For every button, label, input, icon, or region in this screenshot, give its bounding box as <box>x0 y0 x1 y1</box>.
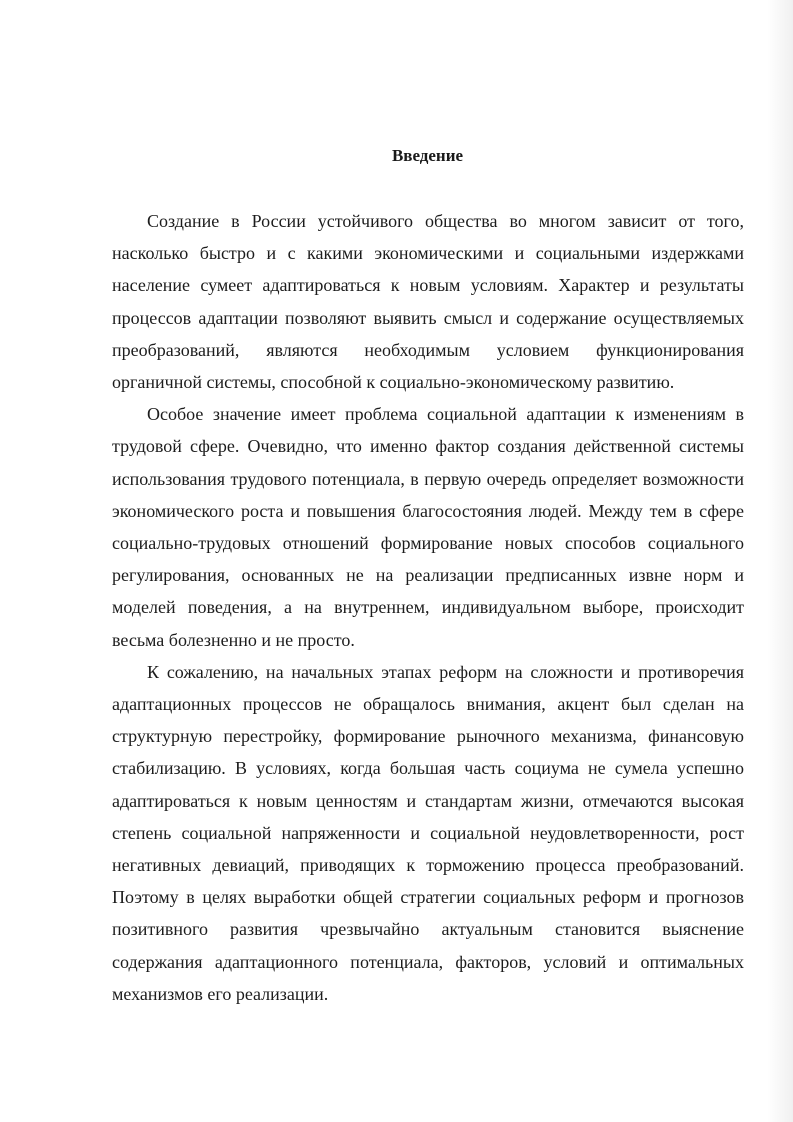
scan-shadow-edge <box>767 0 793 1122</box>
page-title: Введение <box>391 146 464 165</box>
paragraph-1: Создание в России устойчивого общества во многом зависит от того, насколько быстро и с какими экономическими и социальными издержками население сумеет адаптироваться к новым условиям. Характер и результаты процессов адаптации позволяют выявить смысл и содержание осуществляемых преобразований, являются необходимым условием функционирования органичной системы, способной к социально-экономическому развитию. <box>112 211 744 393</box>
paragraph-3: К сожалению, на начальных этапах реформ на сложности и противоречия адаптационных процессов не обращалось внимания, акцент был сделан на структурную перестройку, формирование рыночного механизма, финансовую стабилизацию. В условиях, когда большая часть социума не сумела успешно адаптироваться к новым ценностям и стандартам жизни, отмечаются высокая степень социальной напряженности и социальной неудовлетворенности, рост негативных девиаций, приводящих к торможению процесса преобразований. Поэтому в целях выработки общей стратегии социальных реформ и прогнозов позитивного развития чрезвычайно актуальным становится выяснение содержания адаптационного потенциала, факторов, условий и оптимальных механизмов его реализации. <box>112 661 744 1004</box>
document-body <box>112 205 744 1010</box>
paragraph-2: Особое значение имеет проблема социальной адаптации к изменениям в трудовой сфере. Очевидно, что именно фактор создания действенной системы использования трудового потенциала, в первую очередь определяет возможности экономического роста и повышения благосостояния людей. Между тем в сфере социально-трудовых отношений формирование новых способов социального регулирования, основанных не на реализации предписанных извне норм и моделей поведения, а на внутреннем, индивидуальном выборе, происходит весьма болезненно и не просто. <box>112 404 744 650</box>
